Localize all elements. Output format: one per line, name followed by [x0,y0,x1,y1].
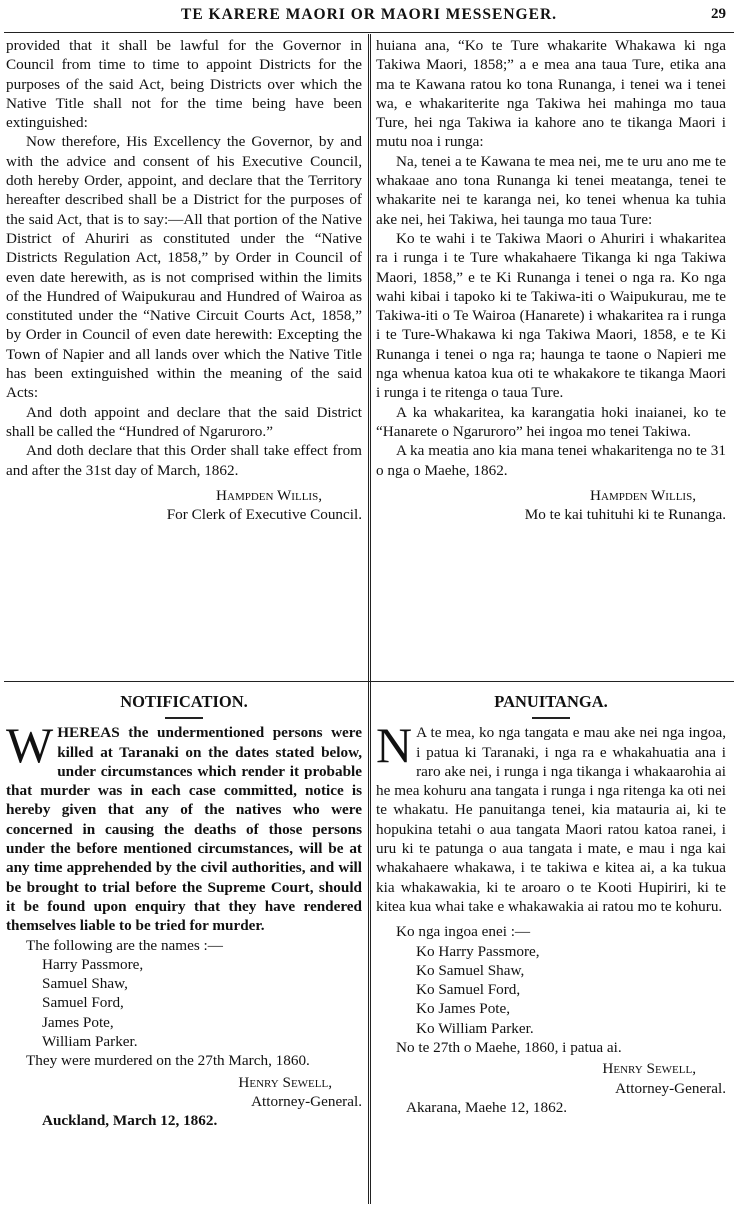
paragraph: Now therefore, His Excellency the Governor, by and with the advice and consent of his Executive Council, doth hereby Order, appoint, and declare that the Territory hereafter described shall be a District for the purposes of the said Act, that is to say:—All that portion of the Native District of Ahuriri as constituted under the “Native Districts Regulation Act, 1858,” by Order in Council of even date herewith, as is not comprised within the limits of the Hundred of Waipukurau and Hundred of Wairoa as constituted under the “Native Circuit Courts Act, 1858,” by Order in Council of even date herewith: Excepting the Town of Napier and all lands over which the Native Title has been extinguished within the meaning of the said Acts: [6,133,362,402]
heading-rule [532,717,570,719]
paragraph: Na, tenei a te Kawana te mea nei, me te uru ano me te whakaae ano tona Runanga ki tenei meatanga, tenei te whakarite nei te karanga nei, ko tenei whenua ka tuhia ake nei, hei Takiwa, hei taunga mo taua Ture: [376,152,726,228]
paragraph: A ka meatia ano kia mana tenei whakaritenga no te 31 o nga o Maehe, 1862. [376,442,726,479]
drop-cap: W [6,717,54,774]
name-item: Ko Samuel Ford, [416,981,521,999]
header-rule [4,32,734,33]
name-item: William Parker. [42,1033,138,1051]
place-date: Auckland, March 12, 1862. [42,1112,218,1130]
name-item: Harry Passmore, [42,955,144,973]
header-title: TE KARERE MAORI OR MAORI MESSENGER. [180,6,558,23]
signature-role: Attorney-General. [251,1092,362,1110]
page-header [0,6,738,32]
names-intro: The following are the names :— [26,936,223,954]
name-item: Ko Harry Passmore, [416,942,540,960]
signature-name: Hampden Willis, [590,486,696,504]
notification-body [6,717,362,935]
names-intro: Ko nga ingoa enei :— [396,923,531,941]
murder-date: They were murdered on the 27th March, 1860. [26,1052,310,1070]
body-text: HEREAS the undermentioned persons were killed at Taranaki on the dates stated below, under circumstances which render it probable that murder was in each case committed, notice is hereby given that any of the natives who were concerned in causing the deaths of those persons under the before mentioned circumstances, will be at any time apprehended by the civil authorities, and will be brought to trial before the Supreme Court, should it be found upon enquiry that they have rendered themselves liable to be tried for murder. [6,724,362,935]
order-in-council-maori [376,36,726,524]
paragraph: And doth appoint and declare that the said District shall be called the “Hundred of Ngaruroro.” [6,403,362,440]
notification-body [376,717,726,916]
signature-name: Hampden Willis, [216,486,322,504]
drop-cap: N [376,717,413,774]
place-date: Akarana, Maehe 12, 1862. [406,1098,568,1116]
column-divider-inner [370,34,371,1204]
order-in-council-english [6,36,362,524]
page-number: 29 [711,6,726,22]
signature-name: Henry Sewell, [602,1060,696,1078]
name-item: Ko William Parker. [416,1019,534,1037]
heading-rule [165,717,203,719]
column-divider [368,34,369,1204]
signature-role: Attorney-General. [615,1079,726,1097]
paragraph: huiana ana, “Ko te Ture whakarite Whakawa ki nga Takiwa Maori, 1858;” a e mea ana taua Ture, etika ana ma te Kawana ratou ko tona Runanga, i tenei wa i tenei wa, e whakariterite nga Takiwa hei mahinga mo taua Ture, hei nga Takiwa ia kahore ano te tikanga Maori i mutu noa i runga: [376,37,726,151]
name-item: Samuel Ford, [42,994,124,1012]
name-item: James Pote, [42,1013,114,1031]
signature-role: Mo te kai tuhituhi ki te Runanga. [524,506,726,524]
section-divider [4,681,734,682]
paragraph: A ka whakaritea, ka karangatia hoki inaianei, ko te “Hanarete o Ngaruroro” hei ingoa mo tenei Takiwa. [376,403,726,440]
notification-english [6,688,362,1131]
notification-heading: NOTIFICATION. [120,692,248,711]
murder-date: No te 27th o Maehe, 1860, i patua ai. [396,1039,622,1057]
name-item: Samuel Shaw, [42,975,128,993]
name-item: Ko James Pote, [416,1000,511,1018]
signature-role: For Clerk of Executive Council. [166,506,362,524]
signature-name: Henry Sewell, [238,1073,332,1091]
notification-heading: PANUITANGA. [494,692,608,711]
name-item: Ko Samuel Shaw, [416,961,525,979]
paragraph: And doth declare that this Order shall take effect from and after the 31st day of March, 1862. [6,442,362,479]
paragraph: provided that it shall be lawful for the Governor in Council from time to time to appoint Districts for the purposes of the said Act, being Districts over which the Native Title shall not for the time being have been extinguished: [6,37,362,132]
paragraph: Ko te wahi i te Takiwa Maori o Ahuriri i whakaritea ra i runga i te Ture whakahaere Tikanga ki nga Takiwa Maori, 1858,” e te Ki Runanga i tenei o nga ra. Ko nga wahi kibai i tapoko ki te Takiwa-iti o Waipukurau, me te Takiwa-iti o Te Wairoa (Hanarete) i whakaritea ra i runga i te Ture-Whakawa ki nga Takiwa Maori, 1858, e te Ki Runanga i tenei o nga ra; haunga te taone o Napieri me nga whenua katoa kua oti te whakakore te tikanga Maori i runga i te ritenga o taua Ture. [376,229,726,402]
notification-maori [376,688,726,1117]
body-text: A te mea, ko nga tangata e mau ake nei nga ingoa, i patua ki Taranaki, i nga ra e whakahuatia ana i raro ake nei, i runga i nga tikanga i whakaarohia ai he mea kohuru ana tangata i runga i nga ritenga ka oti nei te whakatu. He panuitanga tenei, kia matauria ai, ki te hopukina tetahi o aua tangata Maori ratou katoa ranei, i uru ki te patunga o aua tangata i mate, e mau i nga kai whakahaere whakawa, i te takiwa e kitea ai, a ka tukua kia whakawakia, ki te aroaro o te Kooti Hupiriri, ki te kitea kua whai take e whakawakia ai ratou mo te kohuru. [376,724,726,915]
